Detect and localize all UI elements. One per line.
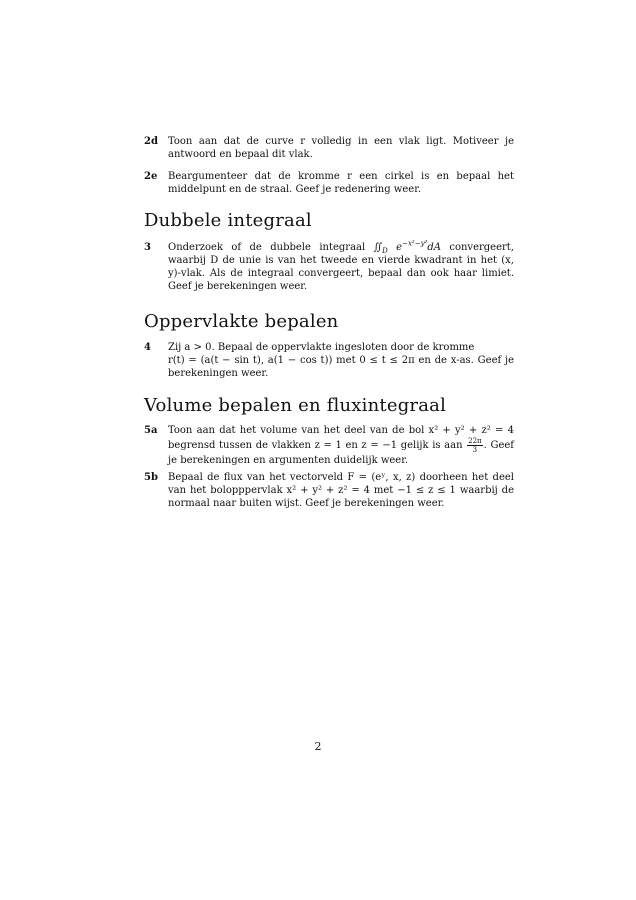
problem-2e [144, 170, 514, 196]
problem-3 [144, 241, 514, 293]
problem-number: 2e [144, 171, 158, 182]
problem-5a [144, 424, 514, 467]
problem-text: Beargumenteer dat de kromme r een cirkel is en bepaal het middelpunt en de straal. Geef je redenering weer. [168, 171, 514, 195]
integral-domain: D [382, 247, 388, 255]
text-before-integral: Onderzoek of de dubbele integraal [168, 242, 366, 253]
problem-number: 4 [144, 342, 151, 353]
problem-number: 2d [144, 136, 158, 147]
problem-4 [144, 341, 514, 380]
text-after-fraction: . Geef je berekeningen en argumenten duidelijk weer. [168, 440, 514, 466]
problem-text [168, 424, 514, 467]
section-title-volume-flux: Volume bepalen en fluxintegraal [144, 395, 447, 416]
integral-exponent: −x²−y² [402, 239, 428, 248]
problem-text: Toon aan dat de curve r volledig in een vlak ligt. Motiveer je antwoord en bepaal dit vlak. [168, 136, 514, 160]
problem-text [168, 341, 514, 380]
text-after-integral: convergeert, waarbij D de unie is van het tweede en vierde kwadrant in het (x, y)-vlak. Als de integraal convergeert, bepaal dan ook haar limiet. Geef je berekeningen weer. [168, 242, 514, 292]
page-number: 2 [314, 740, 322, 753]
integral-sign: ∬ [373, 242, 383, 253]
volume-fraction [467, 437, 483, 454]
section-title-area: Oppervlakte bepalen [144, 311, 339, 332]
fraction-numerator: 22π [468, 437, 482, 445]
fraction-denominator: 3 [472, 446, 478, 454]
problem-text: Bepaal de flux van het vectorveld F = (eʸ, x, z) doorheen het deel van het bolopppervlak x² + y² + z² = 4 met −1 ≤ z ≤ 1 waarbij de normaal naar buiten wijst. Geef je berekeningen weer. [168, 472, 514, 509]
problem-number: 3 [144, 242, 151, 253]
problem-number: 5a [144, 425, 158, 436]
text-before-fraction: Toon aan dat het volume van het deel van de bol x² + y² + z² = 4 begrensd tussen de vlakken z = 1 en z = −1 gelijk is aan [168, 425, 514, 451]
problem-number: 5b [144, 472, 158, 483]
problem-2d [144, 135, 514, 161]
problem-text [168, 241, 514, 293]
problem-line-2: r(t) = (a(t − sin t), a(1 − cos t)) met 0 ≤ t ≤ 2π en de x-as. Geef je berekeningen weer. [168, 355, 514, 379]
problem-5b [144, 471, 514, 510]
double-integral-expression: $∬_D$ $e^{-x^2-y^2}dA$ [373, 239, 441, 255]
section-title-double-integral: Dubbele integraal [144, 210, 312, 231]
problem-line-1: Zij a > 0. Bepaal de oppervlakte ingesloten door de kromme [168, 342, 475, 353]
integral-dA: dA [427, 242, 441, 253]
